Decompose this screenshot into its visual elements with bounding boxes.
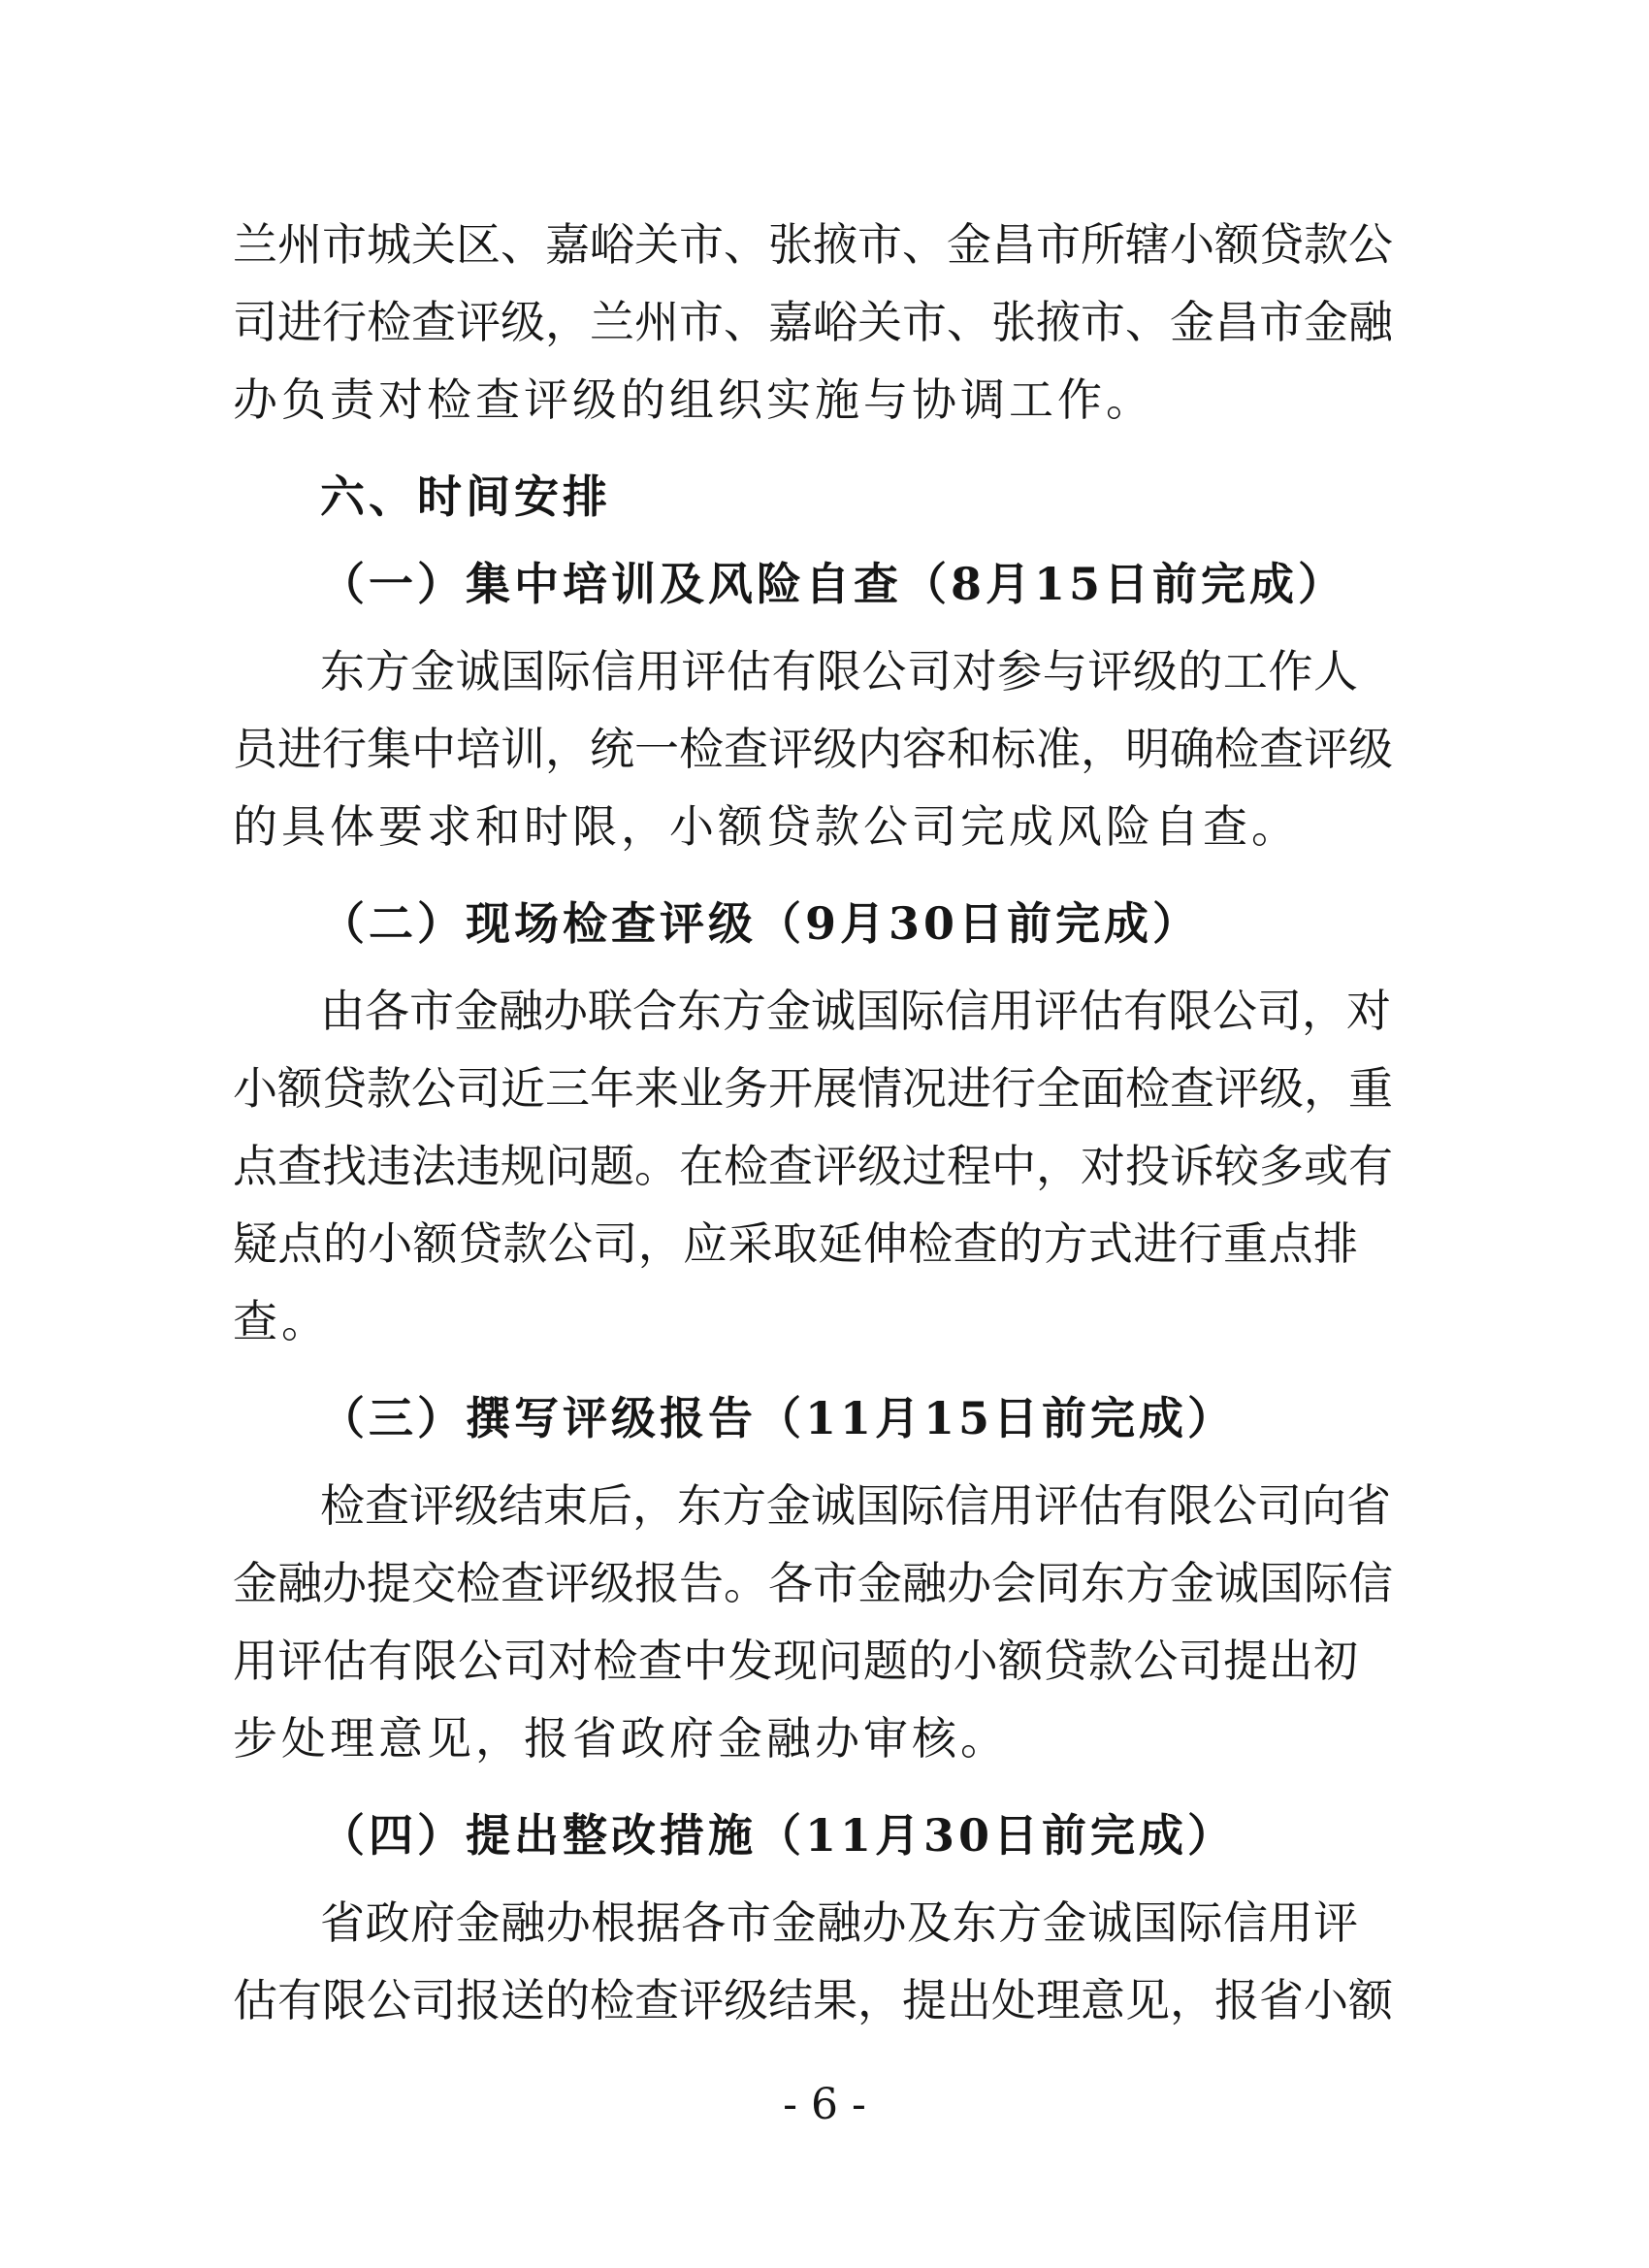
body-text-line: 步处理意见，报省政府金融办审核。 [233, 1712, 1009, 1765]
body-text-line: 检查评级结束后，东方金诚国际信用评估有限公司向省 [320, 1479, 1391, 1532]
body-text-line: 小额贷款公司近三年来业务开展情况进行全面检查评级，重 [233, 1062, 1393, 1115]
body-text-line: 查。 [233, 1295, 330, 1347]
body-text-line: 员进行集中培训，统一检查评级内容和标准，明确检查评级 [233, 723, 1393, 775]
subsection-heading: （四）提出整改措施（11月30日前完成） [320, 1809, 1237, 1862]
subsection-heading: （一）集中培训及风险自查（8月15日前完成） [320, 558, 1347, 610]
subsection-heading: （二）现场检查评级（9月30日前完成） [320, 897, 1202, 950]
body-text-line: 点查找违法违规问题。在检查评级过程中，对投诉较多或有 [233, 1140, 1393, 1192]
section-heading: 六、时间安排 [320, 470, 611, 523]
page-number: - 6 - [783, 2080, 866, 2129]
body-text-line: 兰州市城关区、嘉峪关市、张掖市、金昌市所辖小额贷款公 [233, 218, 1393, 271]
body-text-line: 的具体要求和时限，小额贷款公司完成风险自查。 [233, 800, 1300, 853]
body-text-line: 用评估有限公司对检查中发现问题的小额贷款公司提出初 [233, 1635, 1358, 1687]
body-text-line: 司进行检查评级，兰州市、嘉峪关市、张掖市、金昌市金融 [233, 296, 1393, 348]
body-text-line: 金融办提交检查评级报告。各市金融办会同东方金诚国际信 [233, 1557, 1393, 1609]
body-text-line: 东方金诚国际信用评估有限公司对参与评级的工作人 [320, 645, 1358, 697]
body-text-line: 省政府金融办根据各市金融办及东方金诚国际信用评 [320, 1896, 1358, 1949]
subsection-heading: （三）撰写评级报告（11月15日前完成） [320, 1392, 1237, 1444]
body-text-line: 估有限公司报送的检查评级结果，提出处理意见，报省小额 [233, 1974, 1393, 2026]
body-text-line: 疑点的小额贷款公司，应采取延伸检查的方式进行重点排 [233, 1217, 1358, 1270]
body-text-line: 由各市金融办联合东方金诚国际信用评估有限公司，对 [320, 985, 1391, 1037]
body-text-line: 办负责对检查评级的组织实施与协调工作。 [233, 373, 1154, 426]
